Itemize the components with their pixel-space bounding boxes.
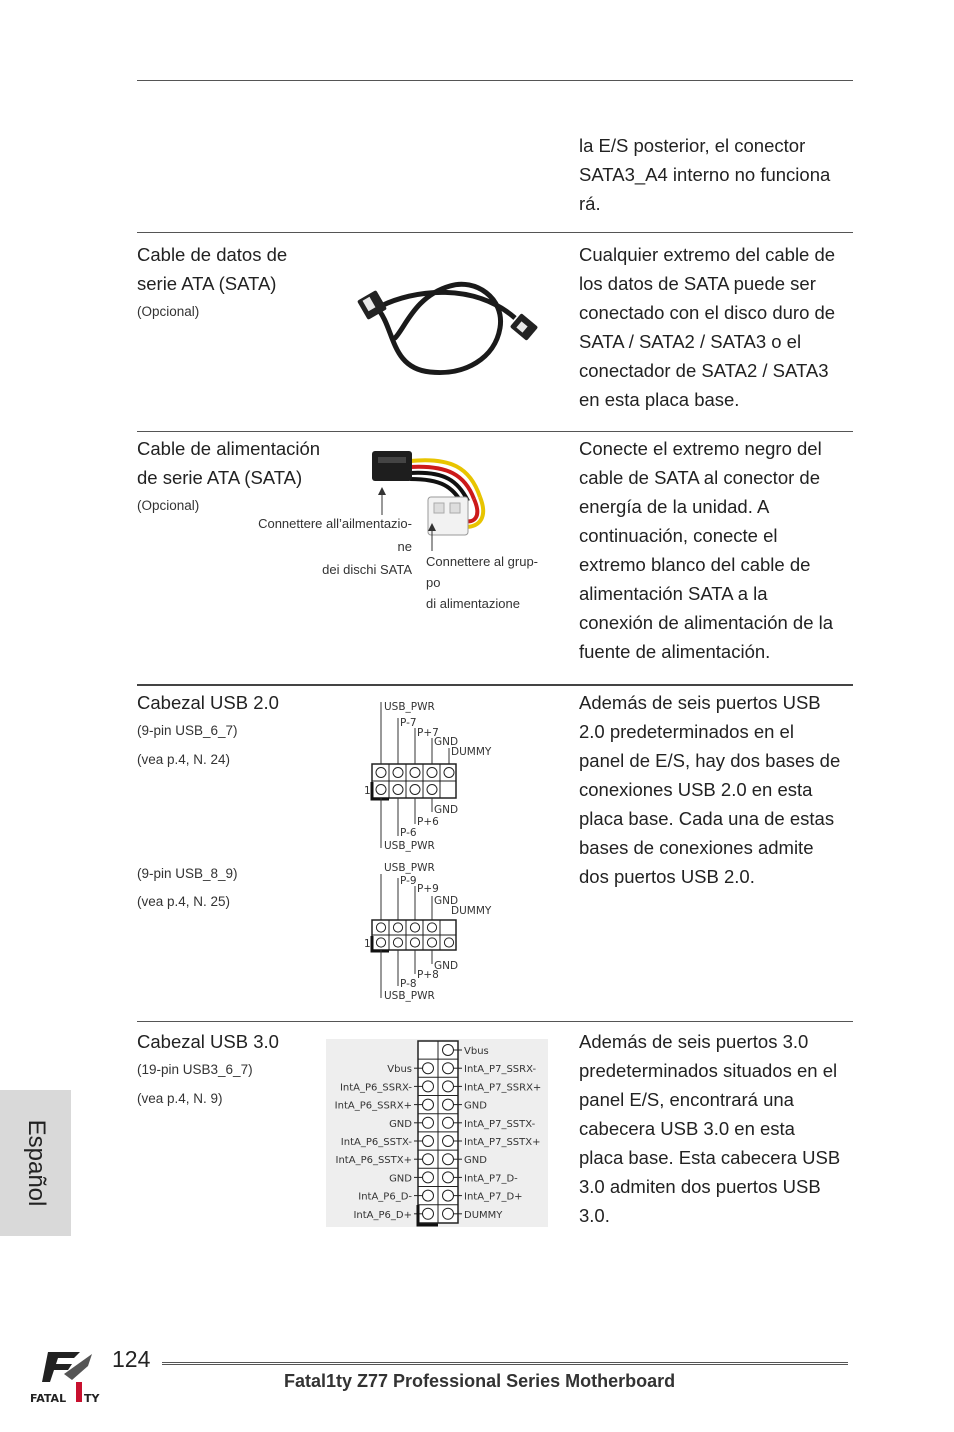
- callout-drive-power: Connettere all’ailmentazio- ne dei dischi SATA: [258, 516, 412, 577]
- usb2-header-diagram-1: [362, 698, 502, 854]
- fatal1ty-logo: [28, 1346, 106, 1408]
- usb3-pin-label-left: Vbus: [387, 1064, 412, 1076]
- page-number: 124: [112, 1346, 151, 1372]
- sata-data-cable-image: [355, 268, 545, 380]
- continued-text: la E/S posterior, el conector SATA3_A4 interno no funciona rá.: [579, 135, 831, 214]
- svg-text:P-9: P-9: [400, 875, 417, 887]
- usb3-pin-label-left: IntA_P6_D+: [353, 1209, 412, 1221]
- row-divider: [137, 431, 853, 432]
- svg-text:GND: GND: [434, 804, 459, 816]
- usb2-header-diagram-2: [362, 858, 502, 1004]
- svg-text:GND: GND: [434, 895, 459, 907]
- svg-text:P+6: P+6: [417, 816, 439, 828]
- sata-cable-desc: Cualquier extremo del cable de los datos de SATA puede ser conectado con el disco duro de SATA / SATA2 / SATA3 o el conectador de SATA2 / SATA3 en esta placa base.: [579, 244, 836, 410]
- sata-power-note: (Opcional): [137, 498, 200, 513]
- usb3-pin-label-right: IntA_P7_SSRX-: [464, 1064, 537, 1076]
- top-rule: [137, 80, 853, 81]
- svg-text:DUMMY: DUMMY: [451, 746, 492, 758]
- sata-cable-note: (Opcional): [137, 304, 200, 319]
- usb2-h2-pins: (9-pin USB_8_9): [137, 866, 238, 881]
- usb3-desc: Además de seis puertos 3.0 predeterminados situados en el panel E/S, encontrará una cabecera USB 3.0 en esta placa base. Esta cabecera USB 3.0 admiten dos puertos USB 3.0.: [579, 1031, 841, 1226]
- callout-psu: Connettere al grup- po di alimentazione: [426, 554, 539, 611]
- svg-text:1: 1: [364, 938, 371, 950]
- svg-text:USB_PWR: USB_PWR: [384, 862, 435, 874]
- usb3-pin-label-right: GND: [464, 1155, 487, 1167]
- footer-rule: [162, 1362, 848, 1365]
- svg-text:GND: GND: [434, 960, 459, 972]
- usb3-pin-label-right: Vbus: [464, 1046, 489, 1057]
- svg-text:USB_PWR: USB_PWR: [384, 840, 435, 852]
- svg-text:P+7: P+7: [417, 727, 439, 739]
- sata-power-desc: Conecte el extremo negro del cable de SATA al conector de energía de la unidad. A continuación, conecte el extremo blanco del cable de alimentación SATA a la conexión de alimentación de la fuente de alimentación.: [579, 438, 834, 662]
- usb3-pin-label-left: IntA_P6_SSTX+: [335, 1155, 412, 1167]
- svg-text:USB_PWR: USB_PWR: [384, 990, 435, 1002]
- usb3-pin-label-left: GND: [389, 1173, 412, 1185]
- usb3-pin-label-left: GND: [389, 1118, 412, 1130]
- usb3-pin-label-right: IntA_P7_SSRX+: [464, 1082, 542, 1094]
- svg-text:GND: GND: [434, 736, 459, 748]
- usb2-h2-ref: (vea p.4, N. 25): [137, 894, 231, 909]
- row-divider: [137, 232, 853, 233]
- usb2-h1-pins: (9-pin USB_6_7): [137, 723, 238, 738]
- svg-text:P+8: P+8: [417, 969, 439, 981]
- svg-text:P-8: P-8: [400, 978, 417, 990]
- usb3-pin-label-right: GND: [464, 1100, 487, 1112]
- usb3-pin-label-left: IntA_P6_D-: [358, 1191, 412, 1203]
- usb3-pin-label-left: IntA_P6_SSTX-: [340, 1137, 412, 1148]
- svg-text:DUMMY: DUMMY: [451, 905, 492, 917]
- usb3-pin-label-right: IntA_P7_D-: [464, 1173, 518, 1185]
- svg-text:P-6: P-6: [400, 827, 417, 839]
- language-label: Español: [22, 1119, 50, 1207]
- language-side-tab: [0, 1090, 71, 1236]
- usb3-pin-label-left: IntA_P6_SSRX-: [339, 1082, 412, 1094]
- svg-text:USB_PWR: USB_PWR: [384, 701, 435, 713]
- usb3-ref: (vea p.4, N. 9): [137, 1091, 223, 1106]
- svg-text:TY: TY: [84, 1392, 100, 1405]
- footer-title: Fatal1ty Z77 Professional Series Motherboard: [284, 1371, 676, 1391]
- svg-text:FATAL: FATAL: [30, 1392, 67, 1405]
- usb3-pins: (19-pin USB3_6_7): [137, 1062, 253, 1077]
- usb2-title: Cabezal USB 2.0: [137, 692, 279, 713]
- row-divider: [137, 684, 853, 686]
- usb2-h1-ref: (vea p.4, N. 24): [137, 752, 231, 767]
- sata-power-name: Cable de alimentación de serie ATA (SATA): [137, 438, 321, 488]
- usb3-header-diagram: [326, 1039, 548, 1227]
- svg-text:P-7: P-7: [400, 717, 417, 729]
- svg-text:1: 1: [364, 785, 371, 797]
- svg-text:P+9: P+9: [417, 883, 439, 895]
- usb2-desc: Además de seis puertos USB 2.0 predeterminados en el panel de E/S, hay dos bases de conexiones USB 2.0 en esta placa base. Cada una de estas bases de conexiones admite dos puertos USB 2.0.: [579, 692, 841, 887]
- usb3-pin-label-right: IntA_P7_SSTX-: [464, 1118, 536, 1130]
- row-divider: [137, 1021, 853, 1022]
- sata-cable-name: Cable de datos de serie ATA (SATA): [137, 244, 288, 294]
- usb3-pin-label-right: IntA_P7_D+: [464, 1191, 523, 1203]
- usb3-pin-label-right: DUMMY: [464, 1209, 503, 1221]
- usb3-title: Cabezal USB 3.0: [137, 1031, 279, 1052]
- usb3-pin-label-left: IntA_P6_SSRX+: [334, 1100, 412, 1112]
- usb3-pin-label-right: IntA_P7_SSTX+: [464, 1137, 541, 1148]
